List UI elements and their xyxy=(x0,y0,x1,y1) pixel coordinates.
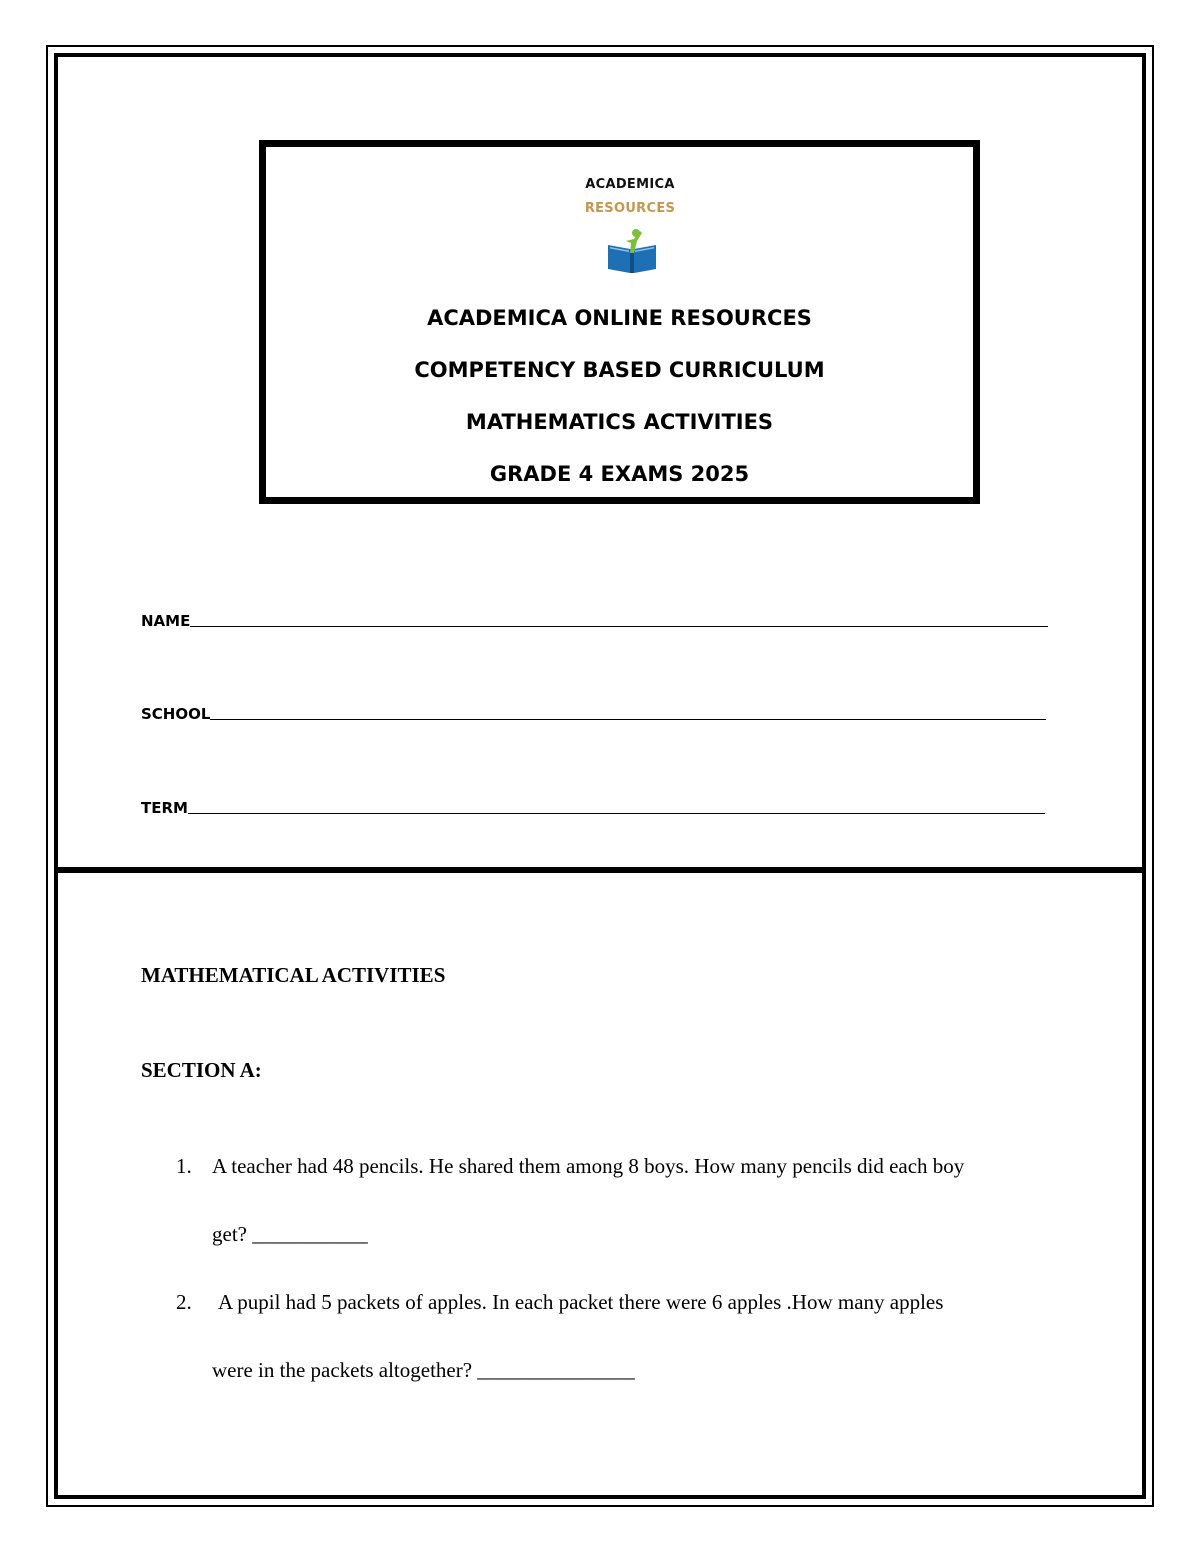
name-label: NAME xyxy=(141,612,191,630)
title-line-4: GRADE 4 EXAMS 2025 xyxy=(489,462,750,486)
section-divider xyxy=(54,867,1146,873)
term-blank-line[interactable] xyxy=(188,812,1045,814)
title-line-1: ACADEMICA ONLINE RESOURCES xyxy=(427,306,812,330)
term-field[interactable] xyxy=(141,799,1045,817)
question-2-number: 2. xyxy=(176,1290,192,1314)
school-blank-line[interactable] xyxy=(210,718,1046,720)
school-label: SCHOOL xyxy=(141,705,211,723)
title-line-3: MATHEMATICS ACTIVITIES xyxy=(465,410,774,434)
academica-logo xyxy=(574,169,686,281)
question-1-answer-line[interactable]: get? ___________ xyxy=(212,1222,368,1246)
title-box xyxy=(259,140,980,504)
logo-text-academica: ACADEMICA xyxy=(585,177,675,192)
question-1-text: A teacher had 48 pencils. He shared them among 8 boys. How many pencils did each boy xyxy=(212,1154,965,1178)
book-with-figure-icon xyxy=(604,227,660,279)
question-1-number: 1. xyxy=(176,1154,192,1178)
title-line-2: COMPETENCY BASED CURRICULUM xyxy=(414,358,825,382)
logo-text-resources: RESOURCES xyxy=(584,201,676,216)
school-field[interactable] xyxy=(141,705,1046,723)
name-blank-line[interactable] xyxy=(190,625,1048,627)
question-2-answer-line[interactable]: were in the packets altogether? _______________ xyxy=(212,1358,635,1382)
activities-heading: MATHEMATICAL ACTIVITIES xyxy=(141,963,446,987)
term-label: TERM xyxy=(141,799,188,817)
section-a-heading: SECTION A: xyxy=(141,1058,262,1082)
name-field[interactable] xyxy=(141,612,1048,630)
question-2-text: A pupil had 5 packets of apples. In each packet there were 6 apples .How many apples xyxy=(218,1290,944,1314)
